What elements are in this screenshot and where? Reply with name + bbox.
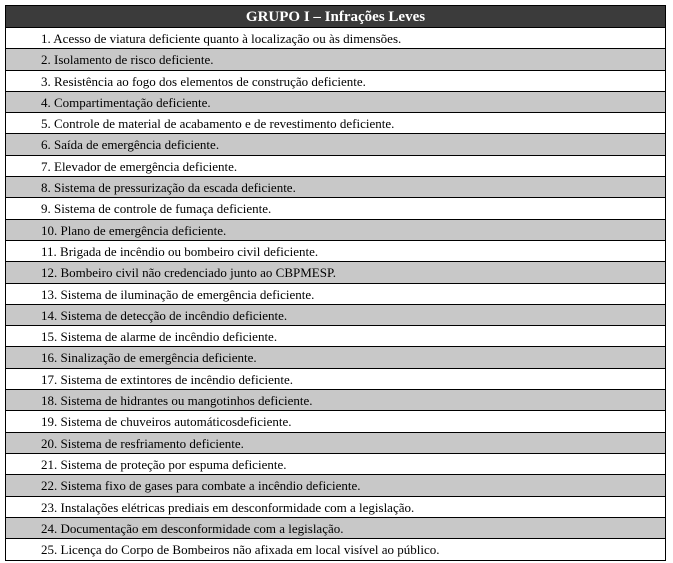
table-row: 15. Sistema de alarme de incêndio deficiente. [6,326,665,347]
table-row: 4. Compartimentação deficiente. [6,92,665,113]
table-row: 25. Licença do Corpo de Bombeiros não afixada em local visível ao público. [6,539,665,560]
table-row: 20. Sistema de resfriamento deficiente. [6,433,665,454]
infractions-table [5,5,666,561]
table-row: 14. Sistema de detecção de incêndio deficiente. [6,305,665,326]
table-row: 6. Saída de emergência deficiente. [6,134,665,155]
table-row: 12. Bombeiro civil não credenciado junto ao CBPMESP. [6,262,665,283]
table-row: 24. Documentação em desconformidade com a legislação. [6,518,665,539]
table-title: GRUPO I – Infrações Leves [6,6,665,28]
table-row: 16. Sinalização de emergência deficiente. [6,347,665,368]
table-row: 13. Sistema de iluminação de emergência deficiente. [6,284,665,305]
table-row: 19. Sistema de chuveiros automáticosdeficiente. [6,411,665,432]
table-row: 5. Controle de material de acabamento e de revestimento deficiente. [6,113,665,134]
table-row: 1. Acesso de viatura deficiente quanto à localização ou às dimensões. [6,28,665,49]
table-row: 8. Sistema de pressurização da escada deficiente. [6,177,665,198]
table-row: 21. Sistema de proteção por espuma deficiente. [6,454,665,475]
table-row: 10. Plano de emergência deficiente. [6,220,665,241]
table-row: 22. Sistema fixo de gases para combate a incêndio deficiente. [6,475,665,496]
table-row: 18. Sistema de hidrantes ou mangotinhos deficiente. [6,390,665,411]
table-row: 23. Instalações elétricas prediais em desconformidade com a legislação. [6,497,665,518]
table-body [6,28,665,560]
table-row: 17. Sistema de extintores de incêndio deficiente. [6,369,665,390]
table-row: 11. Brigada de incêndio ou bombeiro civil deficiente. [6,241,665,262]
table-row: 3. Resistência ao fogo dos elementos de construção deficiente. [6,71,665,92]
table-row: 2. Isolamento de risco deficiente. [6,49,665,70]
table-row: 7. Elevador de emergência deficiente. [6,156,665,177]
table-row: 9. Sistema de controle de fumaça deficiente. [6,198,665,219]
